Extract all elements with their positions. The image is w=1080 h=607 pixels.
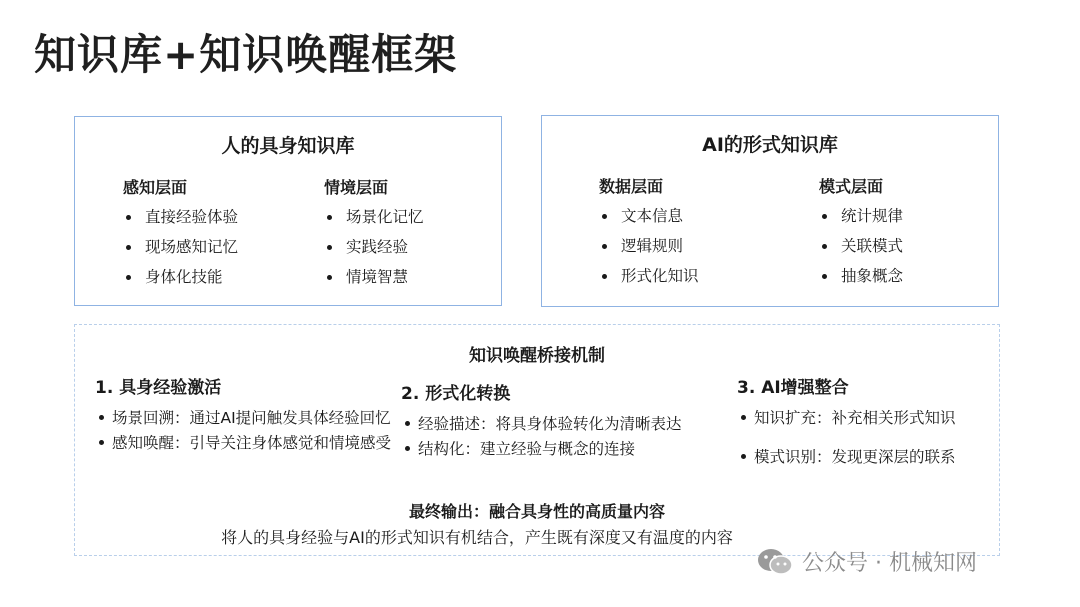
human-kb-col-perception	[123, 175, 238, 296]
bridge-title: 知识唤醒桥接机制	[469, 346, 605, 366]
ai-kb-title: AI的形式知识库	[702, 134, 838, 156]
list-item: 文本信息	[599, 205, 699, 235]
col-heading: 情境层面	[324, 178, 389, 197]
ai-kb-box	[541, 115, 999, 307]
list-item: 现场感知记忆	[123, 236, 238, 266]
final-output-text: 将人的具身经验与AI的形式知识有机结合，产生既有深度又有温度的内容	[221, 528, 733, 547]
step-item: 结构化：建立经验与概念的连接	[401, 439, 701, 460]
col-heading: 模式层面	[819, 177, 884, 196]
step-item: 知识扩充：补充相关形式知识	[737, 408, 999, 429]
human-kb-box	[74, 116, 502, 306]
step-heading: 1. 具身经验激活	[95, 378, 222, 398]
bullet-icon	[99, 415, 104, 420]
list-item: 情境智慧	[324, 266, 424, 296]
wechat-icon	[756, 547, 794, 577]
human-kb-col-context	[324, 175, 424, 296]
list-item: 抽象概念	[819, 265, 903, 295]
ai-kb-col-data	[599, 174, 699, 295]
step-embodied-activation	[95, 373, 395, 458]
human-kb-title: 人的具身知识库	[221, 135, 355, 157]
step-item: 模式识别：发现更深层的联系	[737, 447, 999, 468]
step-item: 经验描述：将具身体验转化为清晰表达	[401, 414, 701, 435]
step-formalization	[401, 373, 701, 464]
step-heading: 3. AI增强整合	[737, 378, 849, 398]
page-title: 知识库+知识唤醒框架	[34, 30, 458, 79]
bridge-box	[74, 324, 1000, 556]
step-item: 感知唤醒：引导关注身体感觉和情境感受	[95, 433, 395, 454]
list-item: 关联模式	[819, 235, 903, 265]
ai-kb-col-pattern	[819, 174, 903, 295]
list-item: 场景化记忆	[324, 206, 424, 236]
final-output-heading: 最终输出：融合具身性的高质量内容	[408, 502, 665, 521]
step-ai-integration	[737, 373, 999, 472]
list-item: 统计规律	[819, 205, 903, 235]
list-item: 逻辑规则	[599, 235, 699, 265]
bullet-icon	[741, 454, 746, 459]
col-heading: 数据层面	[599, 177, 664, 196]
bullet-icon	[405, 421, 410, 426]
list-item: 身体化技能	[123, 266, 238, 296]
step-heading: 2. 形式化转换	[401, 384, 511, 404]
bullet-icon	[741, 415, 746, 420]
bullet-icon	[99, 440, 104, 445]
col-heading: 感知层面	[123, 178, 188, 197]
list-item: 形式化知识	[599, 265, 699, 295]
list-item: 直接经验体验	[123, 206, 238, 236]
step-item: 场景回溯：通过AI提问触发具体经验回忆	[95, 408, 395, 429]
watermark	[756, 546, 977, 577]
bullet-icon	[405, 446, 410, 451]
watermark-text: 公众号 · 机械知网	[802, 551, 977, 576]
list-item: 实践经验	[324, 236, 424, 266]
